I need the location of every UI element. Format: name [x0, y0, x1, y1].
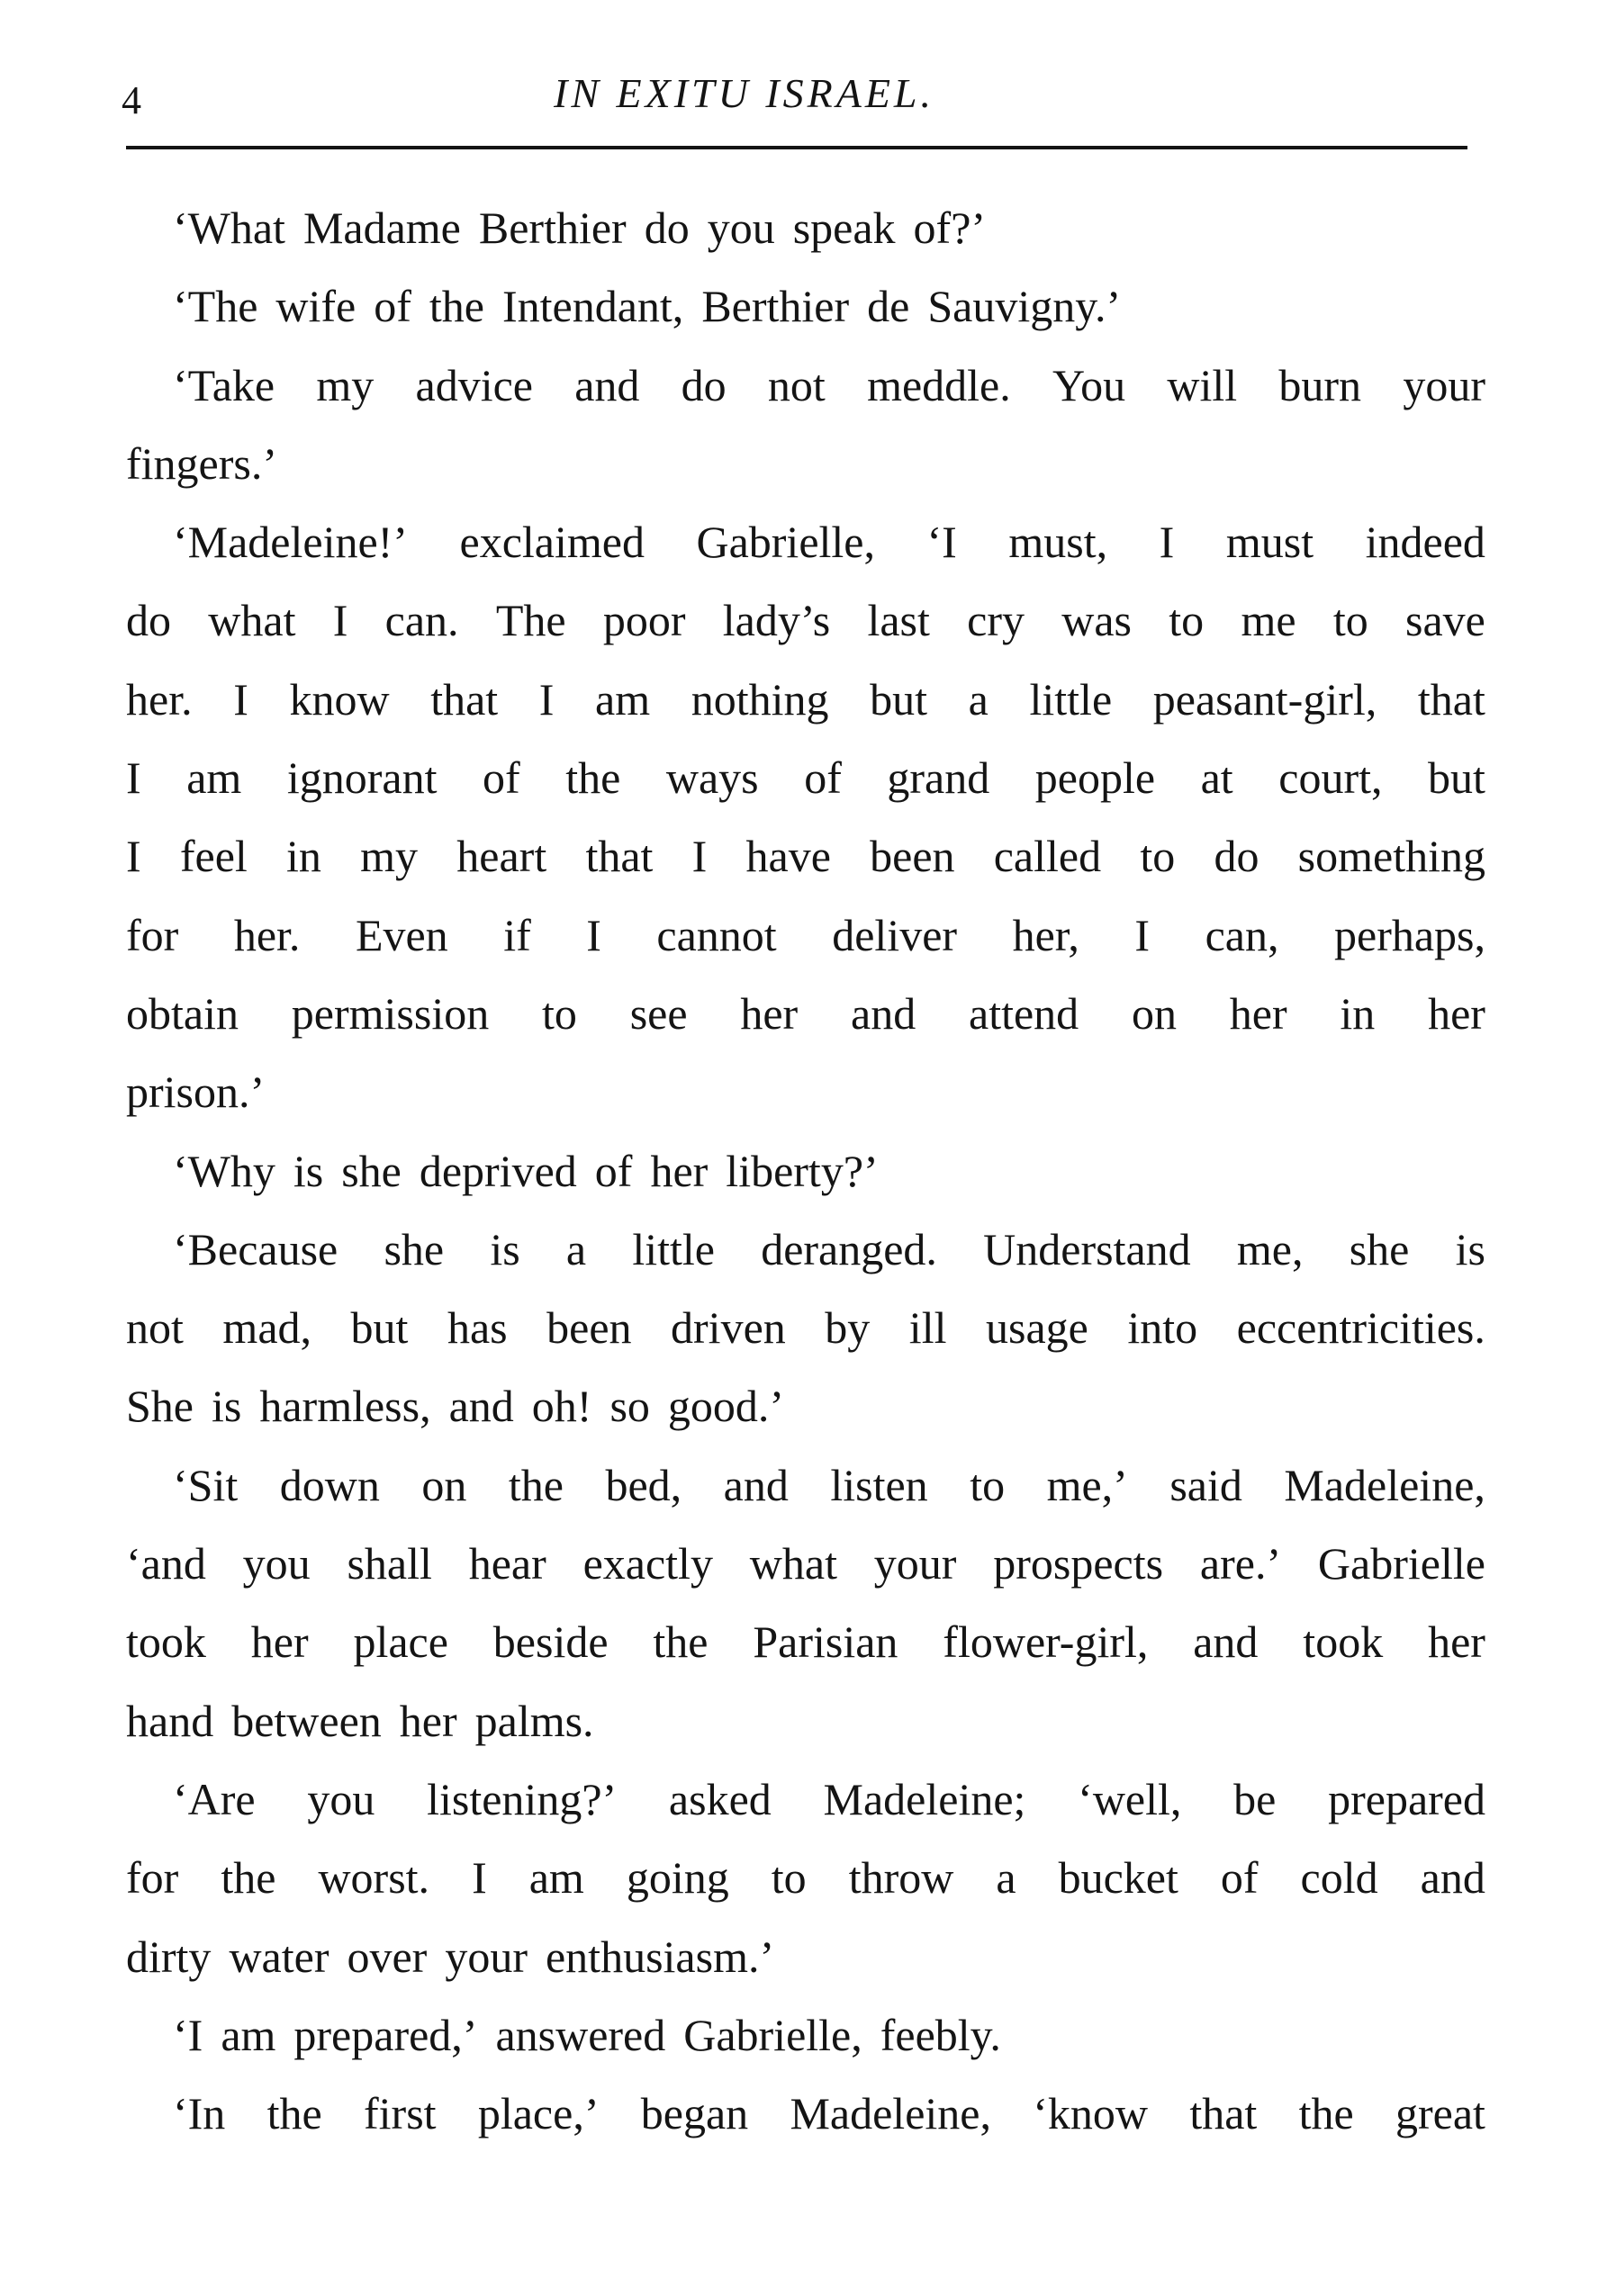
word: her. — [233, 909, 301, 960]
word: ‘Take — [173, 359, 275, 410]
word: I — [1159, 517, 1175, 568]
word: so — [609, 1381, 650, 1432]
word: but — [350, 1302, 409, 1354]
word: Madeleine, — [790, 2088, 991, 2139]
word: know — [289, 673, 390, 725]
word: her — [399, 1695, 457, 1746]
word: and — [1420, 1852, 1485, 1904]
page-number: 4 — [122, 78, 141, 122]
text-line — [126, 1367, 1485, 1445]
word: bucket — [1058, 1852, 1178, 1904]
word: your — [873, 1538, 957, 1589]
word: something — [1297, 831, 1485, 882]
word: I — [538, 673, 555, 725]
word: but — [870, 673, 928, 725]
word: the — [565, 752, 621, 804]
word: and — [723, 1459, 789, 1510]
word: deprived — [419, 1145, 577, 1196]
word: throw — [848, 1852, 954, 1904]
word: of — [483, 752, 520, 804]
word: I — [1134, 909, 1151, 960]
word: I — [586, 909, 601, 960]
word: de — [867, 281, 910, 332]
word: little — [632, 1223, 715, 1274]
text-line — [126, 189, 1485, 267]
text-line — [126, 425, 1485, 503]
word: ‘well, — [1078, 1773, 1182, 1824]
word: save — [1404, 595, 1485, 646]
word: of?’ — [913, 203, 987, 253]
word: not — [126, 1302, 184, 1354]
word: ‘Sit — [173, 1459, 239, 1510]
word: that — [585, 831, 654, 882]
word: is — [293, 1145, 324, 1196]
word: wife — [275, 281, 357, 332]
word: the — [653, 1616, 709, 1668]
text-line — [126, 1525, 1485, 1603]
word: am — [528, 1852, 584, 1904]
word: ‘What — [173, 203, 285, 253]
word: attend — [969, 987, 1079, 1039]
word: to — [771, 1852, 807, 1904]
word: ‘Are — [173, 1773, 256, 1824]
text-line — [126, 1053, 1485, 1131]
word: must, — [1008, 517, 1108, 568]
word: enthusiasm.’ — [545, 1931, 775, 1982]
text-line — [126, 817, 1485, 896]
word: at — [1200, 752, 1233, 804]
word: on — [1131, 987, 1177, 1039]
text-line — [126, 1603, 1485, 1681]
text-line — [126, 661, 1485, 739]
word: burn — [1278, 359, 1362, 410]
word: am — [595, 673, 651, 725]
word: took — [126, 1616, 206, 1668]
word: her — [250, 1616, 309, 1668]
word: I — [126, 752, 141, 804]
word: peasant-girl, — [1152, 673, 1377, 725]
word: her — [1428, 987, 1485, 1039]
word: her, — [1012, 909, 1079, 960]
text-line — [126, 1132, 1485, 1211]
word: what — [749, 1538, 837, 1589]
word: place — [353, 1616, 448, 1668]
word: driven — [671, 1302, 786, 1354]
word: obtain — [126, 987, 239, 1039]
word: cannot — [656, 909, 777, 960]
word: her — [1229, 987, 1287, 1039]
word: the — [1298, 2088, 1354, 2139]
text-line — [126, 975, 1485, 1053]
word: she — [341, 1145, 402, 1196]
word: to — [1169, 595, 1205, 646]
word: to — [1332, 595, 1368, 646]
word: her. — [126, 673, 193, 725]
word: bed, — [605, 1459, 682, 1510]
word: poor — [602, 595, 686, 646]
word: advice — [415, 359, 533, 410]
word: perhaps, — [1334, 909, 1485, 960]
word: ‘Because — [173, 1223, 339, 1274]
text-line — [126, 739, 1485, 817]
word: lady’s — [722, 595, 831, 646]
word: see — [629, 987, 688, 1039]
word: between — [231, 1695, 382, 1746]
word: prison.’ — [126, 1067, 266, 1118]
word: court, — [1278, 752, 1383, 804]
word: the — [429, 281, 484, 332]
word: into — [1127, 1302, 1198, 1354]
word: and — [851, 987, 916, 1039]
word: permission — [291, 987, 490, 1039]
word: a — [996, 1852, 1016, 1904]
word: that — [1189, 2088, 1258, 2139]
text-line — [126, 1211, 1485, 1289]
word: over — [347, 1931, 428, 1982]
word: has — [447, 1302, 508, 1354]
text-line — [126, 1918, 1485, 1996]
word: in — [1340, 987, 1376, 1039]
word: the — [508, 1459, 564, 1510]
word: deliver — [832, 909, 958, 960]
word: was — [1061, 595, 1133, 646]
word: my — [316, 359, 375, 410]
word: going — [626, 1852, 729, 1904]
word: the — [266, 2088, 322, 2139]
word: Madeleine, — [1284, 1459, 1485, 1510]
word: Sauvigny.’ — [927, 281, 1122, 332]
word: my — [360, 831, 419, 882]
word: me — [1241, 595, 1296, 646]
word: cold — [1300, 1852, 1378, 1904]
word: a — [565, 1223, 587, 1274]
word: your — [1403, 359, 1485, 410]
word: Gabrielle, — [683, 2009, 862, 2060]
word: first — [364, 2088, 437, 2139]
word: been — [546, 1302, 632, 1354]
word: that — [1417, 673, 1485, 725]
word: you — [242, 1538, 311, 1589]
word: took — [1303, 1616, 1384, 1668]
word: exactly — [582, 1538, 713, 1589]
word: ‘In — [173, 2088, 226, 2139]
word: people — [1034, 752, 1156, 804]
word: and — [574, 359, 640, 410]
word: I — [233, 673, 248, 725]
text-line — [126, 1760, 1485, 1839]
word: said — [1169, 1459, 1242, 1510]
text-line — [126, 1289, 1485, 1367]
text-line — [126, 1996, 1485, 2075]
word: if — [503, 909, 531, 960]
word: Berthier — [701, 281, 850, 332]
word: me, — [1236, 1223, 1304, 1274]
word: Gabrielle, — [696, 517, 875, 568]
word: Madeleine; — [823, 1773, 1026, 1824]
word: ‘know — [1033, 2088, 1149, 2139]
text-line — [126, 347, 1485, 425]
word: listening?’ — [427, 1773, 618, 1824]
text-line — [126, 1446, 1485, 1525]
word: harmless, — [259, 1381, 431, 1432]
word: ways — [665, 752, 759, 804]
word: liberty?’ — [726, 1145, 879, 1196]
word: worst. — [318, 1852, 430, 1904]
word: You — [1052, 359, 1126, 410]
word: of — [804, 752, 842, 804]
word: of — [594, 1145, 633, 1196]
word: ill — [908, 1302, 947, 1354]
word: must — [1225, 517, 1314, 568]
word: you — [307, 1773, 375, 1824]
word: prepared,’ — [293, 2009, 478, 2060]
running-head — [122, 63, 1472, 144]
word: will — [1167, 359, 1238, 410]
word: flower-girl, — [943, 1616, 1149, 1668]
word: am — [221, 2009, 276, 2060]
word: do — [126, 595, 171, 646]
word: can. — [384, 595, 459, 646]
text-line — [126, 1839, 1485, 1917]
word: The — [495, 595, 566, 646]
text-line — [126, 581, 1485, 660]
word: she — [1349, 1223, 1410, 1274]
word: asked — [668, 1773, 772, 1824]
word: for — [126, 1852, 179, 1904]
word: I — [332, 595, 348, 646]
word: of — [374, 281, 411, 332]
word: ‘Madeleine!’ — [173, 517, 408, 568]
word: in — [286, 831, 321, 882]
word: you — [707, 203, 775, 253]
text-line — [126, 896, 1485, 975]
word: Berthier — [478, 203, 627, 253]
header-rule — [126, 146, 1467, 149]
word: is — [212, 1381, 242, 1432]
word: eccentricities. — [1236, 1302, 1485, 1354]
word: to — [1140, 831, 1176, 882]
word: ‘Why — [173, 1145, 275, 1196]
word: feebly. — [880, 2009, 1001, 2060]
word: do — [644, 203, 690, 253]
word: for — [126, 909, 179, 960]
word: palms. — [474, 1695, 594, 1746]
word: but — [1428, 752, 1485, 804]
word: be — [1233, 1773, 1277, 1824]
word: Gabrielle — [1317, 1538, 1485, 1589]
word: I — [691, 831, 708, 882]
word: called — [993, 831, 1102, 882]
text-line — [126, 503, 1485, 581]
word: She — [126, 1381, 194, 1432]
word: deranged. — [761, 1223, 937, 1274]
word: usage — [986, 1302, 1088, 1354]
word: down — [279, 1459, 380, 1510]
word: is — [1455, 1223, 1485, 1274]
word: beside — [492, 1616, 609, 1668]
word: indeed — [1365, 517, 1485, 568]
word: the — [221, 1852, 276, 1904]
word: oh! — [531, 1381, 592, 1432]
word: great — [1395, 2088, 1485, 2139]
word: am — [186, 752, 242, 804]
word: ‘I — [173, 2009, 203, 2060]
word: little — [1029, 673, 1113, 725]
word: Understand — [983, 1223, 1191, 1274]
word: me,’ — [1046, 1459, 1128, 1510]
word: shall — [347, 1538, 432, 1589]
word: mad, — [222, 1302, 312, 1354]
word: Madame — [302, 203, 461, 253]
word: that — [430, 673, 499, 725]
word: I — [472, 1852, 487, 1904]
word: she — [384, 1223, 445, 1274]
word: prospects — [993, 1538, 1164, 1589]
word: and — [448, 1381, 514, 1432]
word: good.’ — [667, 1381, 785, 1432]
word: meddle. — [867, 359, 1011, 410]
word: feel — [179, 831, 248, 882]
word: what — [208, 595, 296, 646]
word: her — [650, 1145, 709, 1196]
word: on — [421, 1459, 467, 1510]
word: prepared — [1328, 1773, 1485, 1824]
word: fingers.’ — [126, 437, 277, 489]
word: her — [740, 987, 799, 1039]
word: answered — [495, 2009, 666, 2060]
word: to — [970, 1459, 1006, 1510]
word: exclaimed — [459, 517, 645, 568]
word: dirty — [126, 1931, 212, 1982]
word: of — [1220, 1852, 1259, 1904]
word: have — [745, 831, 831, 882]
word: by — [825, 1302, 871, 1354]
word: been — [870, 831, 955, 882]
word: speak — [792, 203, 896, 253]
word: Even — [355, 909, 448, 960]
text-line — [126, 2075, 1485, 2153]
word: do — [1214, 831, 1259, 882]
word: hand — [126, 1695, 214, 1746]
word: can, — [1205, 909, 1279, 960]
word: her — [1428, 1616, 1485, 1668]
word: not — [767, 359, 826, 410]
word: and — [1193, 1616, 1259, 1668]
word: to — [542, 987, 577, 1039]
running-title: IN EXITU ISRAEL. — [554, 70, 935, 116]
word: last — [867, 595, 930, 646]
word: I — [126, 831, 141, 882]
word: place,’ — [477, 2088, 600, 2139]
word: ‘and — [126, 1538, 206, 1589]
word: Intendant, — [501, 281, 684, 332]
word: listen — [830, 1459, 928, 1510]
word: nothing — [691, 673, 829, 725]
word: is — [490, 1223, 520, 1274]
word: hear — [468, 1538, 546, 1589]
word: ‘The — [173, 281, 258, 332]
word: are.’ — [1199, 1538, 1282, 1589]
word: ignorant — [286, 752, 438, 804]
word: Parisian — [753, 1616, 898, 1668]
word: water — [229, 1931, 330, 1982]
word: cry — [967, 595, 1025, 646]
word: a — [968, 673, 989, 725]
word: do — [681, 359, 727, 410]
body-text — [126, 189, 1485, 2153]
word: your — [445, 1931, 528, 1982]
text-line — [126, 1682, 1485, 1760]
word: began — [640, 2088, 749, 2139]
word: grand — [887, 752, 990, 804]
word: ‘I — [926, 517, 957, 568]
word: heart — [456, 831, 547, 882]
text-line — [126, 267, 1485, 346]
